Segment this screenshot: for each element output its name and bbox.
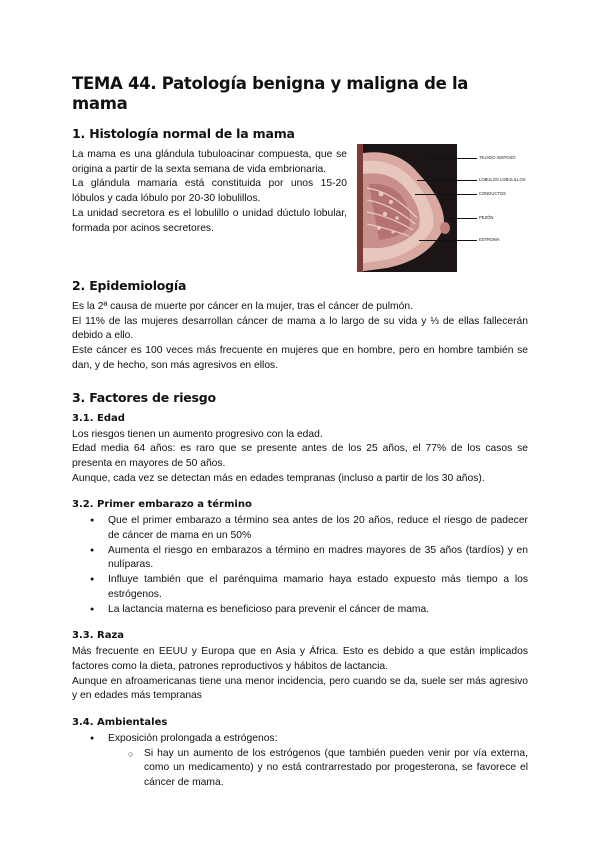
figure-label: CONDUCTOS [479,191,506,196]
document-title: TEMA 44. Patología benigna y maligna de la mama [72,74,469,113]
list-item: ● La lactancia materna es beneficioso para prevenir el cáncer de mama. [108,603,528,618]
subsection-heading: 3.1. Edad [72,412,125,424]
paragraph: Este cáncer es 100 veces más frecuente en mujeres que en hombre, pero en hombre también se dan, y de hecho, son más agresivos en ellos. [72,345,528,371]
list-item [108,732,528,791]
section-1-body [72,148,528,278]
list-item: ● Influye también que el parénquima mamario haya estado expuesto más tiempo a los estrógenos. [108,573,528,602]
paragraph: Los riesgos tienen un aumento progresivo con la edad. [72,428,323,440]
paragraph: Aunque en afroamericanas tiene una menor incidencia, pero cuando se da, suele ser más agresivo y en edades más tempranas [72,675,528,702]
section-2-heading: 2. Epidemiología [72,278,187,293]
list-item: ○ Si hay un aumento de los estrógenos (que también pueden venir por vía externa, como un medicamento) y no está contrarrestado por progesterona, se favorece el cáncer de mama. [144,747,528,791]
figure-label: LOBULOS LOBULILLOS [479,177,526,182]
bullet-list [72,514,528,617]
paragraph: Edad media 64 años: es raro que se presente antes de los 25 años, el 77% de los casos se presenta en mayores de 50 años. [72,443,528,469]
paragraph: Es la 2ª causa de muerte por cáncer en la mujer, tras el cáncer de pulmón. [72,301,413,312]
subsection-heading: 3.3. Raza [72,630,125,642]
document-page [72,74,528,791]
figure-label: TEJADO ADIPOSO [479,155,516,160]
figure-label: PEZÓN [479,215,494,220]
subsection-heading: 3.2. Primer embarazo a término [72,499,252,511]
paragraph: La unidad secretora es el lobulillo o unidad dúctulo lobular, formada por acinos secretores. [72,207,347,234]
subsection-heading: 3.4. Ambientales [72,717,168,729]
paragraph: La glándula mamaria está constituida por unos 15-20 lóbulos y cada lóbulo por 20-30 lobulillos. [72,178,347,205]
paragraph: El 11% de las mujeres desarrollan cáncer de mama a lo largo de su vida y ⅓ de ellas fallecerán debido a ello. [72,315,528,342]
paragraph: La mama es una glándula tubuloacinar compuesta, que se origina a partir de la sexta semana de vida embrionaria. [72,149,347,175]
list-item: ● Aumenta el riesgo en embarazos a término en madres mayores de 35 años (tardíos) y en nulíparas. [108,544,528,573]
section-3-heading: 3. Factores de riesgo [72,389,216,405]
sub-bullet-list [108,747,528,791]
breast-cross-section-image [357,144,457,272]
section-1-heading: 1. Histología normal de la mama [72,126,295,141]
breast-anatomy-figure [357,144,532,272]
list-item: ● Que el primer embarazo a término sea antes de los 20 años, reduce el riesgo de padecer de cáncer de mama en un 50% [108,514,528,543]
figure-label: ESTROMA [479,237,500,242]
list-item-text: Exposición prolongada a estrógenos: [108,733,278,745]
paragraph: Aunque, cada vez se detectan más en edades tempranas (incluso a partir de los 30 años). [72,472,485,484]
bullet-list [72,732,528,791]
paragraph: Más frecuente en EEUU y Europa que en Asia y África. Esto es debido a que están implicados factores como la dieta, patrones reproductivos y hábitos de lactancia. [72,646,528,672]
